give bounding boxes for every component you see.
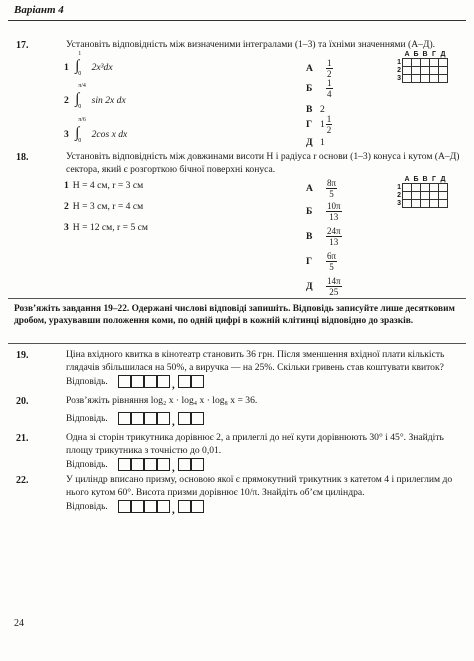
grid-row-label: 3: [397, 200, 401, 207]
grid-cell[interactable]: [421, 200, 430, 208]
q20-text: Розв’яжіть рівняння log₂ x · log₄ x · log₈ x = 36.: [66, 395, 258, 406]
grid-cell[interactable]: [439, 75, 448, 83]
answer-cell[interactable]: [118, 458, 131, 471]
variant-title: Варіант 4: [14, 4, 64, 16]
answer-cell[interactable]: [178, 412, 191, 425]
answer-cell[interactable]: [191, 458, 204, 471]
answer-cell[interactable]: [191, 500, 204, 513]
answer-cell[interactable]: [131, 412, 144, 425]
section-instruction: Розв’яжіть завдання 19–22. Одержані числові відповіді запишіть. Відповідь записуйте лише десятковим дробом, урахувавши положення коми, по одній цифрі в кожній клітинці відповідно до зразків.: [14, 304, 455, 326]
answer-cell[interactable]: [178, 458, 191, 471]
grid-cell[interactable]: [430, 192, 439, 200]
grid-cell[interactable]: [412, 192, 421, 200]
decimal-comma: ,: [172, 462, 175, 474]
answer-cell[interactable]: [157, 375, 170, 388]
q18-item-2: 2 H = 3 см, r = 4 см: [64, 201, 144, 212]
grid-cell[interactable]: [403, 192, 412, 200]
q18-option-a: А $\frac{8\pi}{5}$: [306, 178, 337, 199]
grid-col-label: Д: [440, 175, 446, 183]
grid-cell[interactable]: [421, 192, 430, 200]
grid-row-label: 1: [397, 59, 401, 66]
answer-cell[interactable]: [178, 500, 191, 513]
answer-cell[interactable]: [157, 500, 170, 513]
q22-number: 22.: [16, 475, 29, 486]
q20-number: 20.: [16, 396, 29, 407]
q18-option-b: Б $\frac{10\pi}{13}$: [306, 201, 341, 222]
integral-sign: ∫: [75, 91, 80, 107]
answer-cell[interactable]: [131, 375, 144, 388]
decimal-comma: ,: [172, 379, 175, 391]
answer-cell[interactable]: [157, 412, 170, 425]
grid-col-label: А: [404, 50, 410, 58]
answer-label: Відповідь.: [66, 460, 108, 470]
grid-cell[interactable]: [421, 67, 430, 75]
section-divider: [8, 343, 466, 344]
grid-cell[interactable]: [403, 200, 412, 208]
grid-cell[interactable]: [412, 67, 421, 75]
integral-sign: ∫: [75, 125, 80, 141]
grid-cell[interactable]: [412, 59, 421, 67]
answer-cell[interactable]: [144, 375, 157, 388]
grid-cell[interactable]: [439, 59, 448, 67]
q17-option-c: В 2: [306, 104, 325, 115]
answer-cell[interactable]: [131, 500, 144, 513]
q17-item-2: 2 π/4 ∫ 0 sin 2x dx: [64, 83, 126, 110]
q18-number: 18.: [16, 152, 29, 163]
grid-cell[interactable]: [430, 184, 439, 192]
grid-col-label: Г: [432, 175, 436, 183]
q18-option-e: Д $\frac{14\pi}{25}$: [306, 276, 341, 297]
grid-cell[interactable]: [421, 59, 430, 67]
grid-row-label: 2: [397, 192, 401, 199]
grid-col-label: В: [422, 50, 428, 58]
answer-cell[interactable]: [191, 375, 204, 388]
answer-cell[interactable]: [118, 375, 131, 388]
answer-cell[interactable]: [118, 500, 131, 513]
grid-cell[interactable]: [412, 184, 421, 192]
grid-cell[interactable]: [439, 67, 448, 75]
answer-cell[interactable]: [144, 458, 157, 471]
answer-label: Відповідь.: [66, 502, 108, 512]
grid-cell[interactable]: [421, 75, 430, 83]
answer-label: Відповідь.: [66, 414, 108, 424]
answer-cell[interactable]: [178, 375, 191, 388]
grid-cell[interactable]: [439, 192, 448, 200]
answer-cell[interactable]: [118, 412, 131, 425]
header-rule: [8, 20, 466, 21]
q17-answer-grid: [394, 50, 448, 83]
grid-cell[interactable]: [403, 75, 412, 83]
decimal-comma: ,: [172, 504, 175, 516]
q21-number: 21.: [16, 433, 29, 444]
q17-option-d: Г 1 $\frac{1}{2}$: [306, 114, 332, 135]
q17-option-b: Б $\frac{1}{4}$: [306, 78, 332, 99]
grid-cell[interactable]: [430, 67, 439, 75]
q22-text: У циліндр вписано призму, основою якої є прямокутний трикутник з катетом 4 і прилеглим до нього кутом 60°. Висота призми дорівнює 10/π. Знайдіть об’єм циліндра.: [66, 474, 453, 498]
q17-item-1: 1 1 ∫ 0 2x³dx: [64, 51, 113, 77]
q18-option-d: Г $\frac{6\pi}{5}$: [306, 251, 337, 272]
q17-option-a: А $\frac{1}{2}$: [306, 58, 332, 79]
grid-cell[interactable]: [421, 184, 430, 192]
grid-col-label: Б: [413, 175, 419, 183]
q17-text: Установіть відповідність між визначеними інтегралами (1–3) та їхніми значеннями (А–Д).: [66, 39, 436, 50]
q17-number: 17.: [16, 40, 29, 51]
grid-cell[interactable]: [430, 75, 439, 83]
grid-col-label: А: [404, 175, 410, 183]
grid-cell[interactable]: [430, 200, 439, 208]
grid-col-label: Г: [432, 50, 436, 58]
q17-option-e: Д 1: [306, 137, 325, 148]
answer-cell[interactable]: [144, 500, 157, 513]
page-number: 24: [14, 618, 24, 629]
grid-col-label: Д: [440, 50, 446, 58]
answer-cell[interactable]: [131, 458, 144, 471]
section-divider: [8, 298, 466, 299]
grid-cell[interactable]: [403, 67, 412, 75]
grid-col-label: В: [422, 175, 428, 183]
grid-row-label: 1: [397, 184, 401, 191]
q21-text: Одна зі сторін трикутника дорівнює 2, а прилеглі до неї кути дорівнюють 30° і 45°. Знайдіть площу трикутника з точністю до 0,01.: [66, 432, 444, 456]
q18-option-c: В $\frac{24\pi}{13}$: [306, 226, 341, 247]
grid-cell[interactable]: [412, 75, 421, 83]
grid-col-label: Б: [413, 50, 419, 58]
grid-cell[interactable]: [439, 184, 448, 192]
grid-cell[interactable]: [403, 59, 412, 67]
grid-row-label: 2: [397, 67, 401, 74]
q19-number: 19.: [16, 350, 29, 361]
answer-cell[interactable]: [157, 458, 170, 471]
q18-answer-grid: [394, 175, 448, 208]
q18-item-3: 3 H = 12 см, r = 5 см: [64, 222, 148, 233]
integral-sign: ∫: [75, 58, 80, 74]
q18-item-1: 1 H = 4 см, r = 3 см: [64, 180, 144, 191]
grid-cell[interactable]: [403, 184, 412, 192]
q19-text: Ціна вхідного квитка в кінотеатр становить 36 грн. Після зменшення вхідної плати кількість глядачів збільшилася на 50%, а виручка — на 25%. Скільки гривень став коштувати квиток?: [66, 349, 445, 373]
grid-cell[interactable]: [439, 200, 448, 208]
answer-label: Відповідь.: [66, 377, 108, 387]
grid-cell[interactable]: [430, 59, 439, 67]
q17-item-3: 3 π/6 ∫ 0 2cos x dx: [64, 117, 128, 144]
answer-cell[interactable]: [191, 412, 204, 425]
grid-row-label: 3: [397, 75, 401, 82]
q18-text: Установіть відповідність між довжинами висоти H і радіуса r основи (1–3) конуса і кутом (А–Д) сектора, який є розгорткою бічної поверхні конуса.: [66, 151, 460, 175]
answer-cell[interactable]: [144, 412, 157, 425]
grid-cell[interactable]: [412, 200, 421, 208]
decimal-comma: ,: [172, 416, 175, 428]
